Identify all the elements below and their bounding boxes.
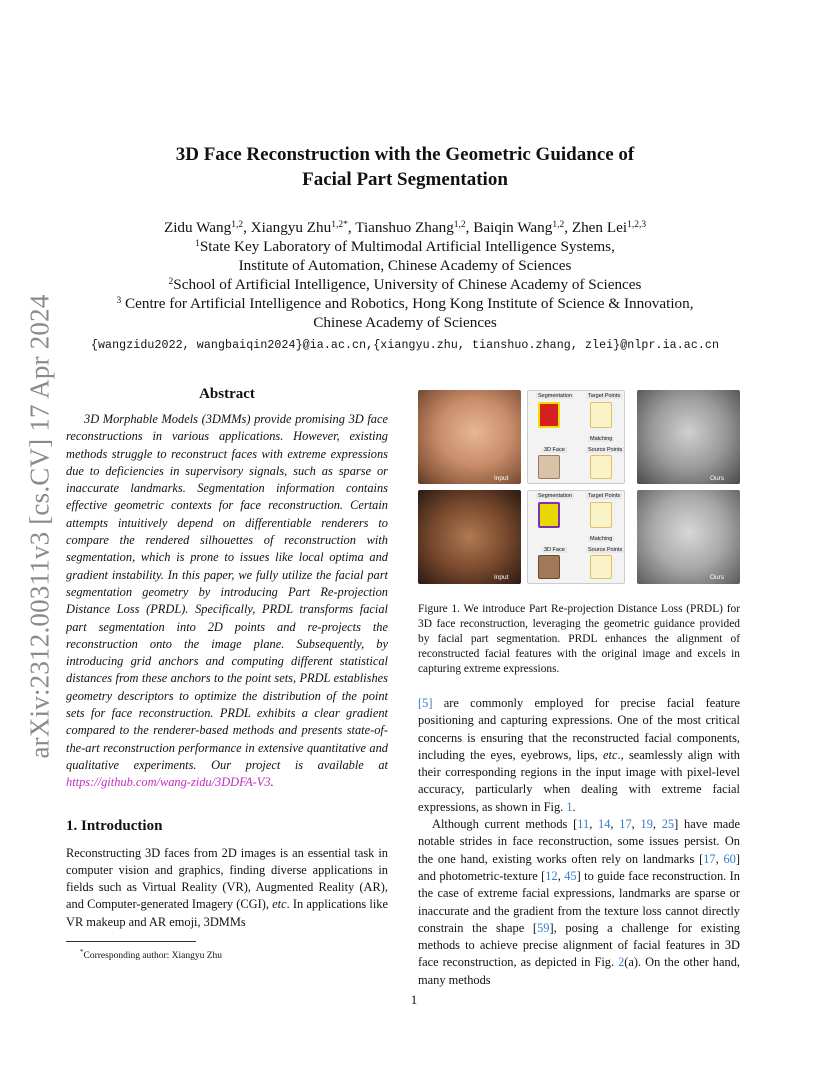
citation-link[interactable]: 25 <box>661 817 675 832</box>
author-block <box>60 218 750 355</box>
figure-caption: Figure 1. We introduce Part Re-projection Distance Loss (PRDL) for 3D face reconstruction, leveraging the geometric guidance provided by facial part segmentation. PRDL enhances the alignment of reconstructed facial features with the original image and excels in capturing extreme expressions. <box>418 603 740 675</box>
author-name: Zhen Lei <box>571 219 628 236</box>
segmentation-map-icon <box>538 402 560 428</box>
right-paragraph-1: [5] are commonly employed for precise facial feature positioning and capturing expressions. One of the most critical concerns is ensuring that the reconstructed facial components, including the eyes, eyebrows, lips, etc., seamlessly align with their corresponding regions in the input image with pixel-level accuracy, particularly when dealing with extreme facial expressions, as shown in Fig. 1. <box>418 696 740 814</box>
author-sup: 1,2 <box>552 220 565 230</box>
input-photo-eyes-closed <box>418 490 521 584</box>
author-name: Tianshuo Zhang <box>355 219 454 236</box>
author-name: Baiqin Wang <box>473 219 553 236</box>
right-column <box>418 384 740 989</box>
right-body-text <box>418 695 740 989</box>
intro-heading: 1. Introduction <box>66 817 163 834</box>
citation-link[interactable]: 17 <box>703 851 716 866</box>
citation-link[interactable]: 12 <box>545 868 558 883</box>
face-3d-icon <box>538 455 560 479</box>
input-label: Input <box>494 475 509 482</box>
segmentation-label: Segmentation <box>538 493 572 499</box>
source-points-label: Source Points <box>588 547 623 553</box>
figure-link[interactable]: 1 <box>566 799 573 814</box>
matching-label: Matching <box>590 436 613 442</box>
author-name: Xiangyu Zhu <box>250 219 332 236</box>
citation-link[interactable]: 45 <box>564 868 577 883</box>
citation-link[interactable]: [5] <box>418 696 433 710</box>
citation-link[interactable]: 59 <box>537 920 550 935</box>
face-3d-label: 3D Face <box>544 547 565 553</box>
source-points-icon <box>590 555 612 579</box>
output-face-mesh-top <box>637 390 740 484</box>
output-face-mesh-bottom <box>637 490 740 584</box>
footnote: *Corresponding author: Xiangyu Zhu <box>80 948 223 962</box>
title-line-1: 3D Face Reconstruction with the Geometric Guidance of <box>175 144 635 165</box>
ours-label: Ours <box>710 574 725 581</box>
source-points-label: Source Points <box>588 447 623 453</box>
input-photo-smiling <box>418 390 521 484</box>
figure-1 <box>418 384 740 584</box>
left-column <box>66 386 388 962</box>
figure-link[interactable]: 2 <box>618 955 625 970</box>
arxiv-stamp <box>18 286 62 766</box>
project-link[interactable]: https://github.com/wang-zidu/3DDFA-V3 <box>66 775 271 790</box>
citation-link[interactable]: 17 <box>619 817 632 832</box>
citation-link[interactable]: 11 <box>577 817 590 832</box>
citation-link[interactable]: 60 <box>723 851 736 866</box>
face-3d-icon <box>538 555 560 579</box>
author-sup: 1,2* <box>331 220 348 230</box>
target-points-label: Target Points <box>588 393 621 399</box>
affiliation-1b: Institute of Automation, Chinese Academy of Sciences <box>238 257 572 274</box>
abstract-heading: Abstract <box>199 386 255 402</box>
ours-label: Ours <box>710 475 725 482</box>
citation-link[interactable]: 14 <box>598 817 611 832</box>
segmentation-label: Segmentation <box>538 393 572 399</box>
intro-paragraph: Reconstructing 3D faces from 2D images is an essential task in computer vision and graphics, finding diverse applications in fields such as Virtual Reality (VR), Augmented Reality (AR), and Computer-generated Imagery (CGI), etc. In applications like VR makeup and AR emoji, 3DMMs <box>66 845 388 929</box>
paper-title <box>80 142 730 192</box>
affiliation-2: $^2$School of Artificial Intelligence, University of Chinese Academy of Sciences <box>168 276 642 293</box>
source-points-icon <box>590 455 612 479</box>
citation-link[interactable]: 19 <box>640 817 653 832</box>
author-sup: 1,2 <box>231 220 244 230</box>
author-list: Zidu Wang$^{1,2}$, Xiangyu Zhu$^{1,2*}$, Tianshuo Zhang$^{1,2}$, Baiqin Wang$^{1,2}$, Zhen Lei$^{1,2,3}$ <box>163 219 647 236</box>
affiliation-3: $^3$ Centre for Artificial Intelligence and Robotics, Hong Kong Institute of Science & Innovation, <box>116 295 694 312</box>
footnote-rule <box>66 941 196 942</box>
author-emails: {wangzidu2022, wangbaiqin2024}@ia.ac.cn,{xiangyu.zhu, tianshuo.zhang, zlei}@nlpr.ia.ac.cn <box>90 339 720 352</box>
segmentation-map-icon <box>538 502 560 528</box>
affiliation-3b: Chinese Academy of Sciences <box>313 314 497 331</box>
author-sup: 1,2 <box>453 220 466 230</box>
arxiv-id: arXiv:2312.00311v3 [cs.CV] 17 Apr 2024 <box>24 293 55 759</box>
input-label: Input <box>494 574 509 581</box>
title-line-2: Facial Part Segmentation <box>302 169 508 190</box>
target-points-icon <box>590 402 612 428</box>
matching-label: Matching <box>590 536 613 542</box>
author-name: Zidu Wang <box>163 219 232 236</box>
target-points-icon <box>590 502 612 528</box>
target-points-label: Target Points <box>588 493 621 499</box>
author-sup: 1,2,3 <box>627 220 647 230</box>
face-3d-label: 3D Face <box>544 447 565 453</box>
abstract-text: 3D Morphable Models (3DMMs) provide promising 3D face reconstructions in various applications. However, existing methods struggle to reconstruct faces with extreme expressions due to deficiencies in supervisory signals, such as sparse or inaccurate landmarks. Segmentation information contains effective geometric contexts for face reconstruction. Certain attempts intuitively depend on differentiable renderers to compare the rendered silhouettes of reconstruction with segmentation, which is prone to issues like local optima and gradient instability. In this paper, we fully utilize the facial part segmentation geometry by introducing Part Re-projection Distance Loss (PRDL). Specifically, PRDL transforms facial part segmentation into 2D points and re-projects the reconstruction onto the image plane. Subsequently, by introducing grid anchors and computing different statistical distances from these anchors to the point sets, PRDL establishes geometry descriptors to optimize the distribution of the point sets for face reconstruction. PRDL exhibits a clear gradient compared to the renderer-based methods and presents state-of-the-art reconstruction performance in extensive quantitative and qualitative experiments. Our project is available at https://github.com/wang-zidu/3DDFA-V3. <box>66 412 388 790</box>
right-paragraph-2: Although current methods [11, 14, 17, 19, 25] have made notable strides in face reconstruction, some issues persist. On the one hand, existing works often rely on landmarks [17, 60] and photometric-texture [12, 45] to guide face reconstruction. In the case of extreme facial expressions, landmarks are sparse or inaccurate and the gradient from the texture loss cannot directly constrain the shape [59], posing a challenge for existing methods to achieve precise alignment of facial features in 3D face reconstruction, as depicted in Fig. 2(a). On the other hand, many methods <box>418 817 740 987</box>
page-number: 1 <box>410 992 418 1007</box>
affiliation-1: $^1$State Key Laboratory of Multimodal Artificial Intelligence Systems, <box>195 238 615 255</box>
